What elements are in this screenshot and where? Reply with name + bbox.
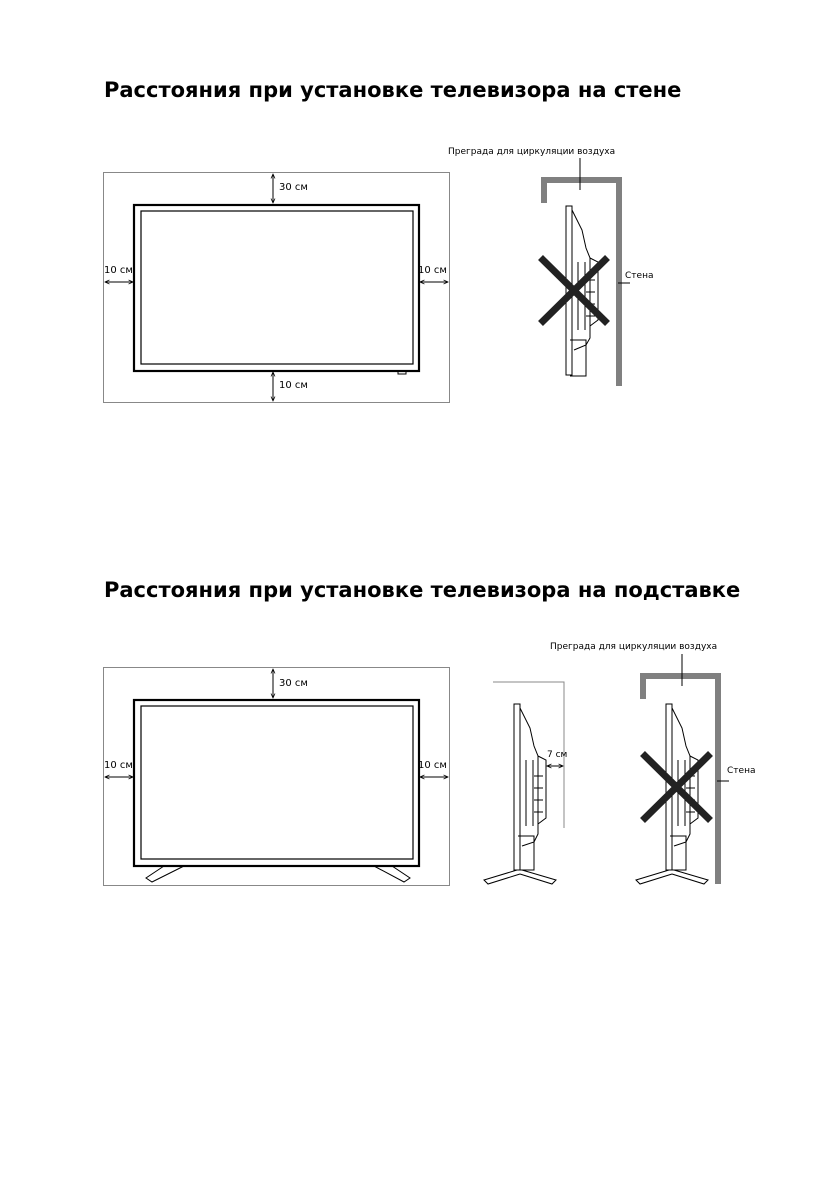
wall-air-barrier-label: Преграда для циркуляции воздуха: [448, 147, 616, 157]
stand-bad-air-barrier: [643, 676, 718, 884]
wall-left-clearance-label: 10 см: [104, 265, 133, 276]
stand-ok-rear-clearance-label: 7 см: [547, 750, 568, 760]
stand-tv-bezel: [134, 700, 419, 866]
stand-bad-air-barrier-label: Преграда для циркуляции воздуха: [550, 642, 718, 652]
wall-tv-side-profile: [566, 206, 598, 376]
wall-section-title: Расстояния при установке телевизора на стене: [104, 78, 682, 102]
stand-left-clearance-label: 10 см: [104, 760, 133, 771]
wall-tv-bezel: [134, 205, 419, 371]
wall-tv-screen: [141, 211, 413, 364]
wall-bottom-clearance-label: 10 см: [279, 380, 308, 391]
stand-tv-screen: [141, 706, 413, 859]
wall-right-clearance-label: 10 см: [418, 265, 447, 276]
stand-left-foot: [146, 866, 184, 882]
stand-bad-tv-side-profile: [636, 704, 708, 884]
wall-air-barrier: [544, 180, 619, 386]
stand-bad-wall-label: Стена: [727, 766, 756, 776]
stand-top-clearance-label: 30 см: [279, 678, 308, 689]
wall-side-cross-mark: [543, 260, 605, 321]
wall-top-clearance-label: 30 см: [279, 182, 308, 193]
stand-right-clearance-label: 10 см: [418, 760, 447, 771]
stand-right-foot: [374, 866, 410, 882]
wall-clearance-frame: [104, 173, 450, 403]
stand-bad-cross-mark: [645, 756, 708, 818]
wall-wall-label: Стена: [625, 271, 654, 281]
stand-ok-tv-side-profile: [484, 704, 556, 884]
stand-clearance-frame: [104, 668, 450, 886]
stand-section-title: Расстояния при установке телевизора на подставке: [104, 578, 741, 602]
